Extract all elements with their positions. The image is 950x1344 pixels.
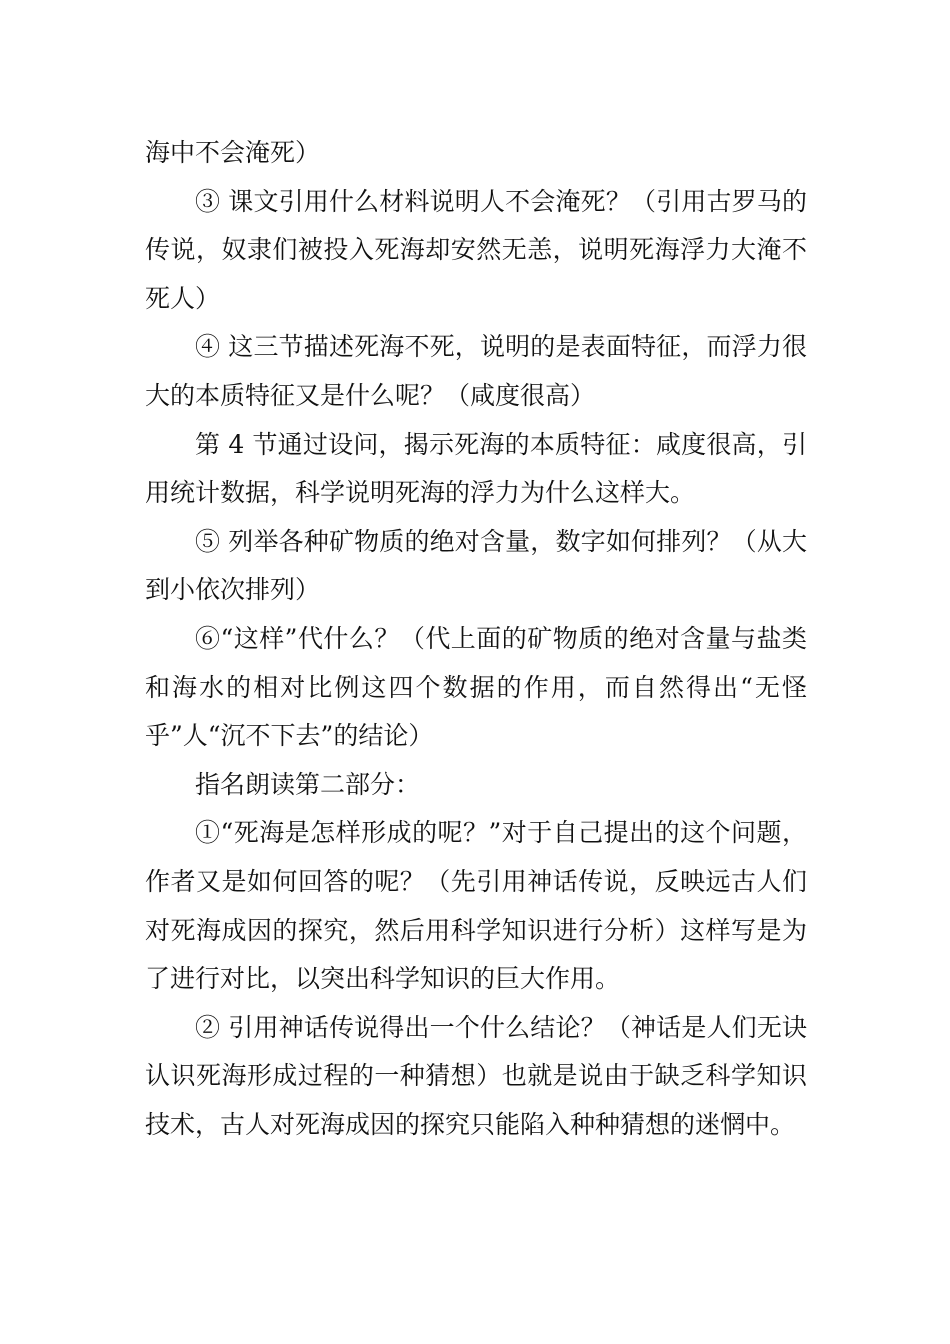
document-body — [145, 129, 807, 1149]
paragraph-part-two-question-1: ①“死海是怎样形成的呢？”对于自己提出的这个问题，作者又是如何回答的呢？（先引用神话传说，反映远古人们对死海成因的探究，然后用科学知识进行分析）这样写是为了进行对比，以突出科学知识的巨大作用。 — [145, 818, 807, 994]
paragraph-section-4: 第 4 节通过设问，揭示死海的本质特征：咸度很高，引用统计数据，科学说明死海的浮力为什么这样大。 — [145, 429, 807, 508]
paragraph-continuation: 海中不会淹死） — [145, 138, 321, 167]
paragraph-part-two-heading: 指名朗读第二部分： — [195, 769, 421, 799]
paragraph-question-6: ⑥“这样”代什么？（代上面的矿物质的绝对含量与盐类和海水的相对比例这四个数据的作用，而自然得出“无怪乎”人“沉不下去”的结论） — [145, 623, 807, 751]
paragraph-part-two-question-2: ② 引用神话传说得出一个什么结论？（神话是人们无诀认识死海形成过程的一种猜想）也就是说由于缺乏科学知识技术，古人对死海成因的探究只能陷入种种猜想的迷惘中。 — [145, 1012, 807, 1139]
paragraph-question-4: ④ 这三节描述死海不死，说明的是表面特征，而浮力很大的本质特征又是什么呢？（咸度很高） — [145, 332, 807, 410]
paragraph-question-3: ③ 课文引用什么材料说明人不会淹死？（引用古罗马的传说，奴隶们被投入死海却安然无恙，说明死海浮力大淹不死人） — [145, 186, 807, 313]
paragraph-question-5: ⑤ 列举各种矿物质的绝对含量，数字如何排列？（从大到小依次排列） — [145, 526, 807, 605]
